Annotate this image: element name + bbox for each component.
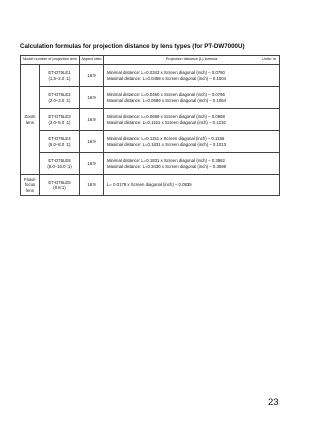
throw-ratio: (8.0–15.0 :1) [47, 163, 72, 169]
lens-model: ET-D75LE1 [48, 70, 71, 76]
table-row [21, 65, 280, 87]
header-units: Units: m [262, 57, 276, 61]
fixed-focus-lens-label: Fixed-focus lens [21, 175, 40, 196]
formula-cell [104, 131, 280, 153]
min-distance-formula: Minimal distance: L=0.0689 x Screen diagonal (inch) – 0.0958 [107, 114, 225, 120]
header-model: Model number of projection lens [21, 56, 80, 65]
aspect-ratio-cell: 16:9 [80, 153, 104, 175]
throw-ratio: (2.0–3.0 :1) [48, 97, 71, 103]
lens-model: ET-D75LE4 [48, 136, 71, 142]
min-distance-formula: Minimal distance: L=0.1831 x Screen diagonal (inch) – 0.3862 [107, 158, 225, 164]
table-row [21, 87, 280, 109]
lens-model: ET-D75LE8 [48, 158, 71, 164]
formula-cell [104, 65, 280, 87]
formula-cell [104, 87, 280, 109]
formula-cell: L= 0.0178 x Screen diagonal (inch) – 0.0835 [104, 175, 280, 196]
aspect-ratio-cell: 16:9 [80, 109, 104, 131]
formula-cell [104, 153, 280, 175]
max-distance-formula: Maximal distance: L=0.0458 x Screen diagonal (inch) – 0.1004 [107, 75, 227, 81]
table-header-row [21, 56, 280, 65]
max-distance-formula: Maximal distance: L=0.0689 x Screen diagonal (inch) – 0.1064 [107, 97, 227, 103]
header-aspect-ratio: Aspect ratio [80, 56, 104, 65]
table-row [21, 175, 280, 196]
lens-model: ET-D75LE3 [48, 114, 71, 120]
model-cell [40, 131, 80, 153]
throw-ratio: (3.0–5.0 :1) [48, 119, 71, 125]
min-distance-formula: Minimal distance: L=0.0343 x Screen diagonal (inch) – 0.0760 [107, 70, 225, 76]
projection-distance-table [20, 55, 280, 196]
table-row [21, 153, 280, 175]
model-cell [40, 65, 80, 87]
throw-ratio: (1.5–2.0 :1) [48, 75, 71, 81]
throw-ratio: (0.8:1) [53, 185, 66, 190]
aspect-ratio-cell: 16:9 [80, 65, 104, 87]
model-cell [40, 153, 80, 175]
table-row [21, 131, 280, 153]
model-cell [40, 87, 80, 109]
min-distance-formula: Minimal distance: L=0.0460 x Screen diagonal (inch) – 0.0795 [107, 92, 225, 98]
aspect-ratio-cell: 16:9 [80, 175, 104, 196]
zoom-lens-label: Zoom lens [21, 65, 40, 175]
page-title: Calculation formulas for projection distance by lens types (for PT-DW7000U) [20, 43, 245, 50]
page-number: 23 [268, 397, 279, 408]
max-distance-formula: Maximal distance: L=0.1151 x Screen diagonal (inch) – 0.1216 [107, 119, 226, 125]
lens-model: ET-D75LE2 [48, 92, 71, 98]
model-cell [40, 175, 80, 196]
header-formula-label: Projection distance (L) formula [165, 57, 218, 62]
table-row [21, 109, 280, 131]
aspect-ratio-cell: 16:9 [80, 131, 104, 153]
max-distance-formula: Maximal distance: L=0.3430 x Screen diagonal (inch) – 0.3598 [107, 163, 227, 169]
throw-ratio: (5.0–8.0 :1) [48, 141, 71, 147]
formula-cell [104, 109, 280, 131]
aspect-ratio-cell: 16:9 [80, 87, 104, 109]
model-cell [40, 109, 80, 131]
max-distance-formula: Maximal distance: L=0.1831 x Screen diagonal (inch) – 0.1013 [107, 141, 227, 147]
header-formula [104, 56, 280, 65]
min-distance-formula: Minimal distance: L=0.1151 x Screen diagonal (inch) – 0.1156 [107, 136, 225, 142]
lens-model: ET-D75LE5 [48, 179, 71, 185]
